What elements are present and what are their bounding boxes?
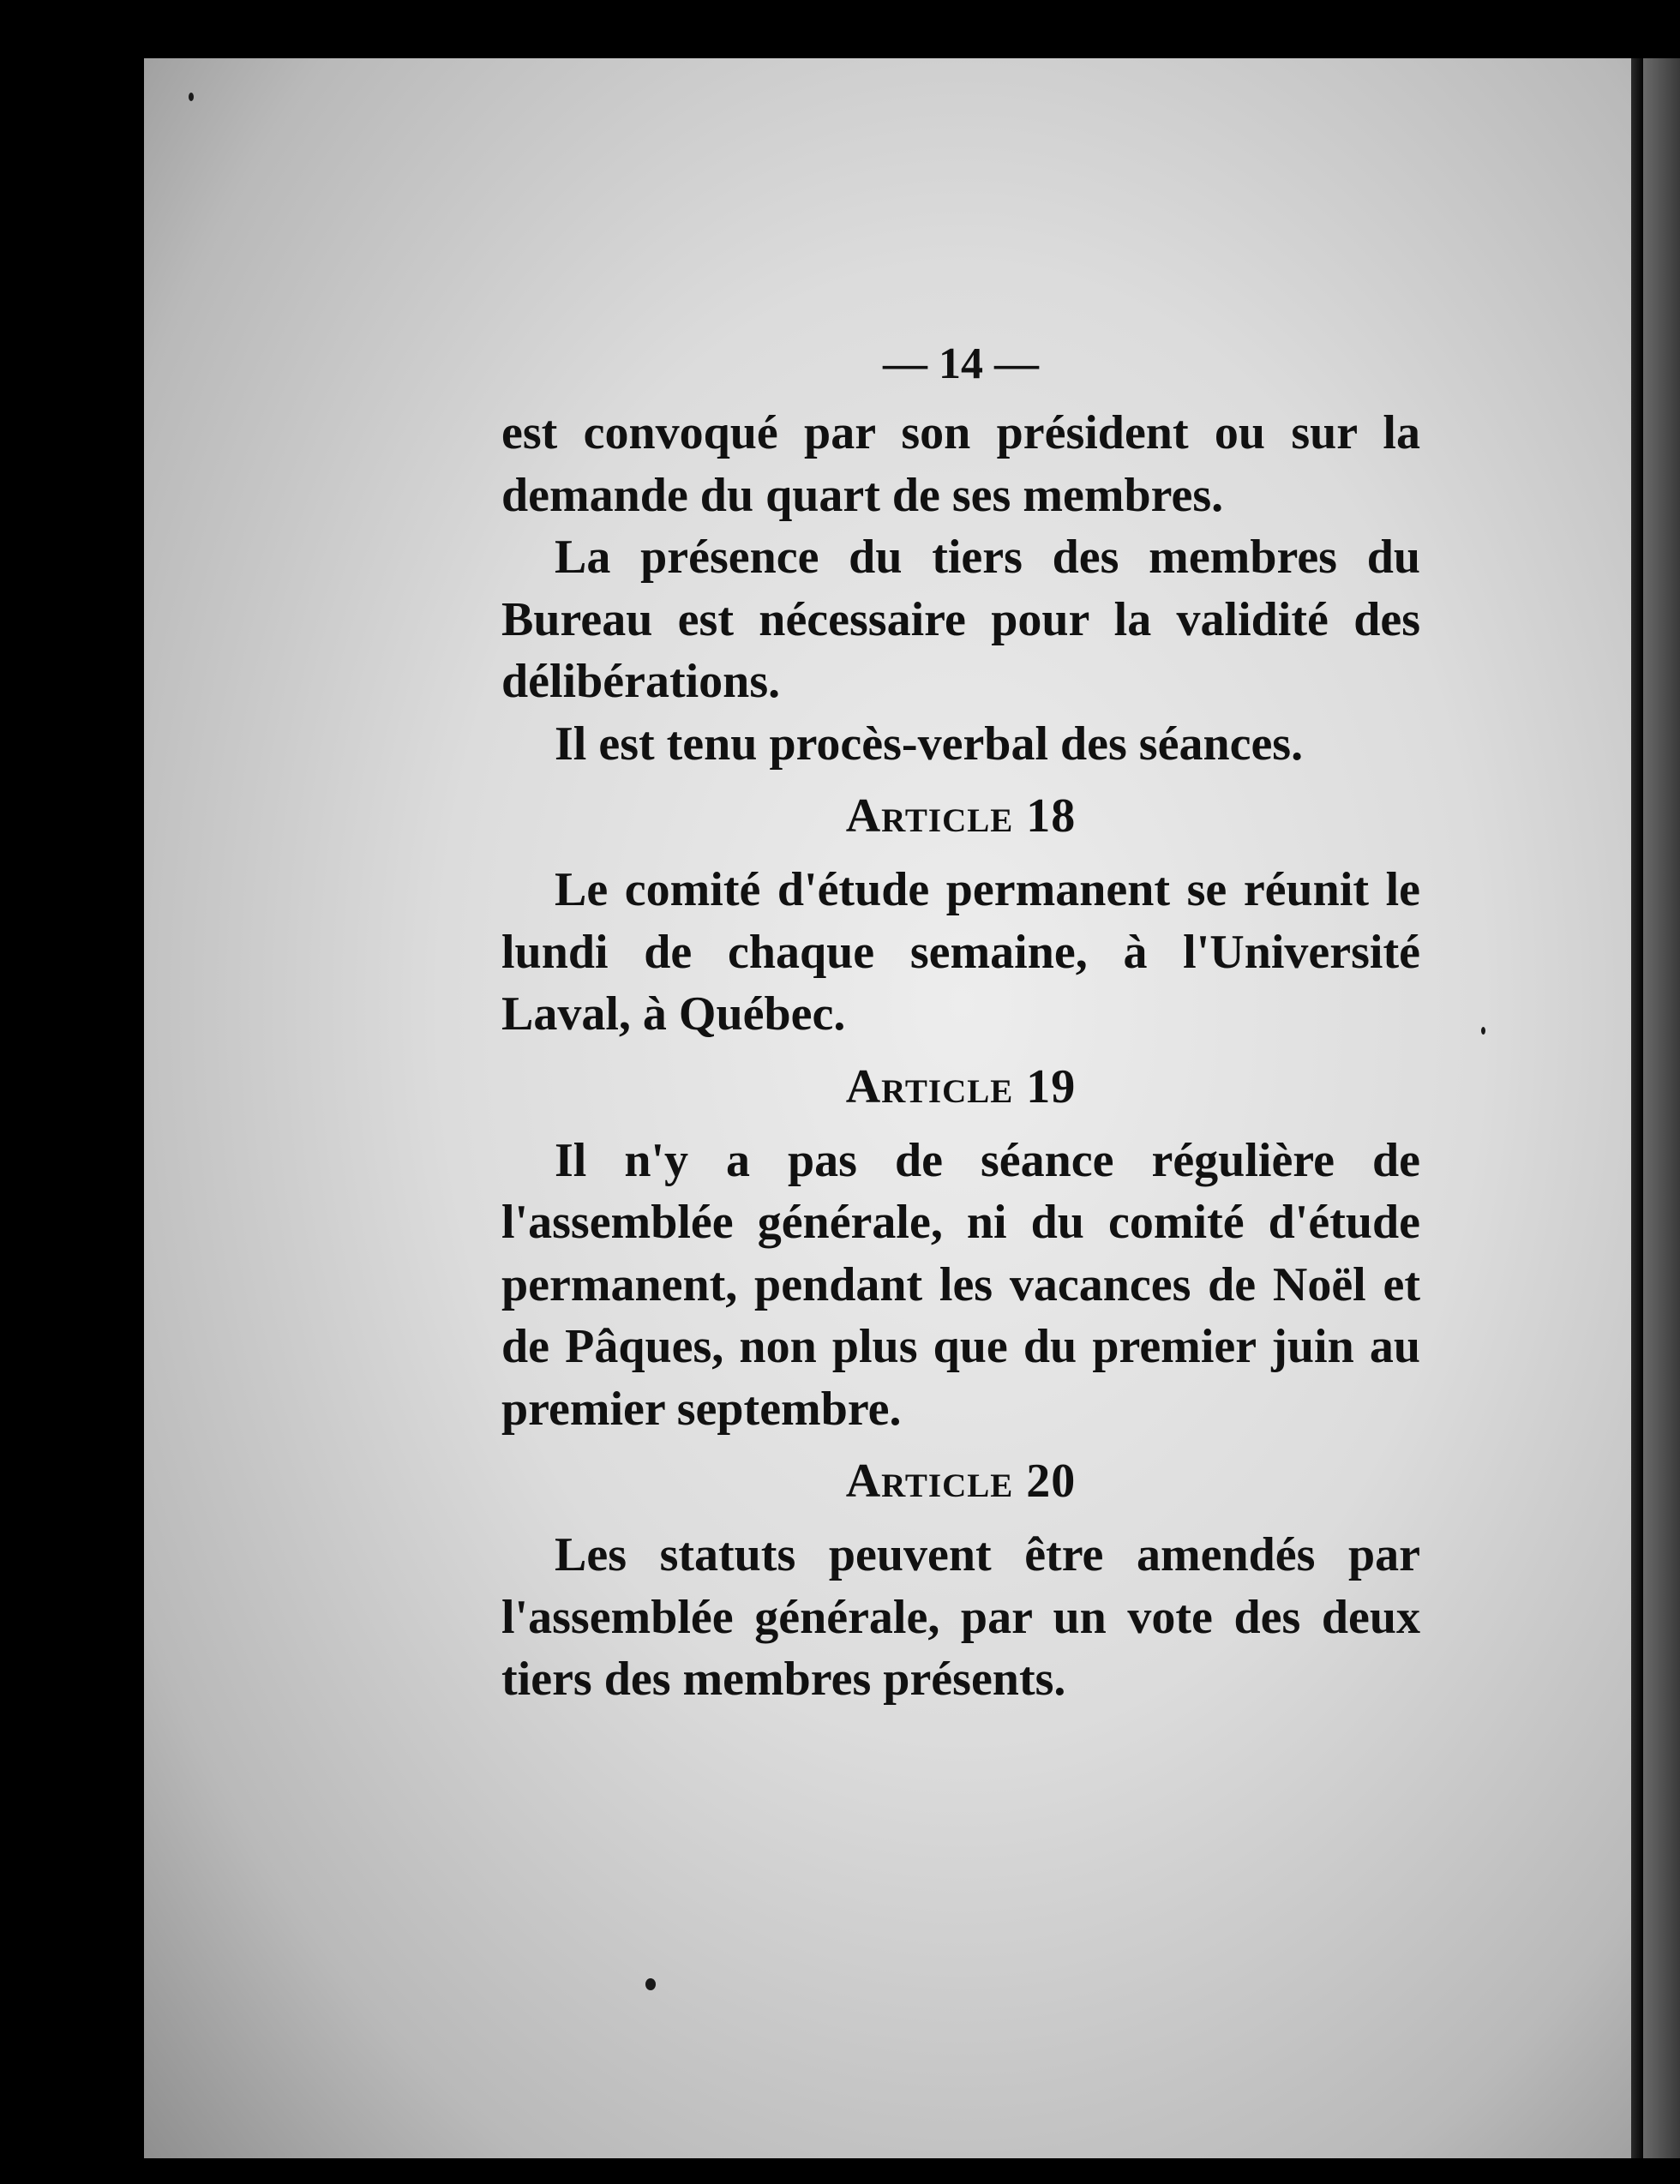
article-text: Le comité d'étude permanent se réunit le lundi de chaque semaine, à l'Université Laval, à Québec. — [501, 863, 1420, 1041]
article-text: Les statuts peuvent être amendés par l'assemblée générale, par un vote des deux tiers des membres présents. — [501, 1528, 1420, 1706]
paper-speck — [645, 1978, 656, 1990]
paragraph: est convoqué par son président ou sur la demande du quart de ses membres. — [501, 406, 1420, 522]
article-heading: Article 19 — [845, 1059, 1077, 1113]
paper-speck — [1481, 1027, 1485, 1035]
page-text — [501, 330, 1420, 1711]
next-page-edge — [1643, 58, 1680, 2158]
paragraph: La présence du tiers des membres du Bureau est nécessaire pour la validité des délibérations. — [501, 531, 1420, 708]
article-heading: Article 20 — [845, 1455, 1077, 1508]
paper-speck — [189, 93, 194, 101]
page-fold — [1631, 58, 1643, 2158]
paragraph: Il est tenu procès-verbal des séances. — [555, 717, 1304, 771]
article-text: Il n'y a pas de séance régulière de l'assemblée générale, ni du comité d'étude permanent, pendant les vacances de Noël et de Pâques, non plus que du premier juin au premier septembre. — [501, 1133, 1420, 1436]
article-heading: Article 18 — [845, 789, 1077, 843]
page-number: — 14 — — [883, 339, 1039, 388]
